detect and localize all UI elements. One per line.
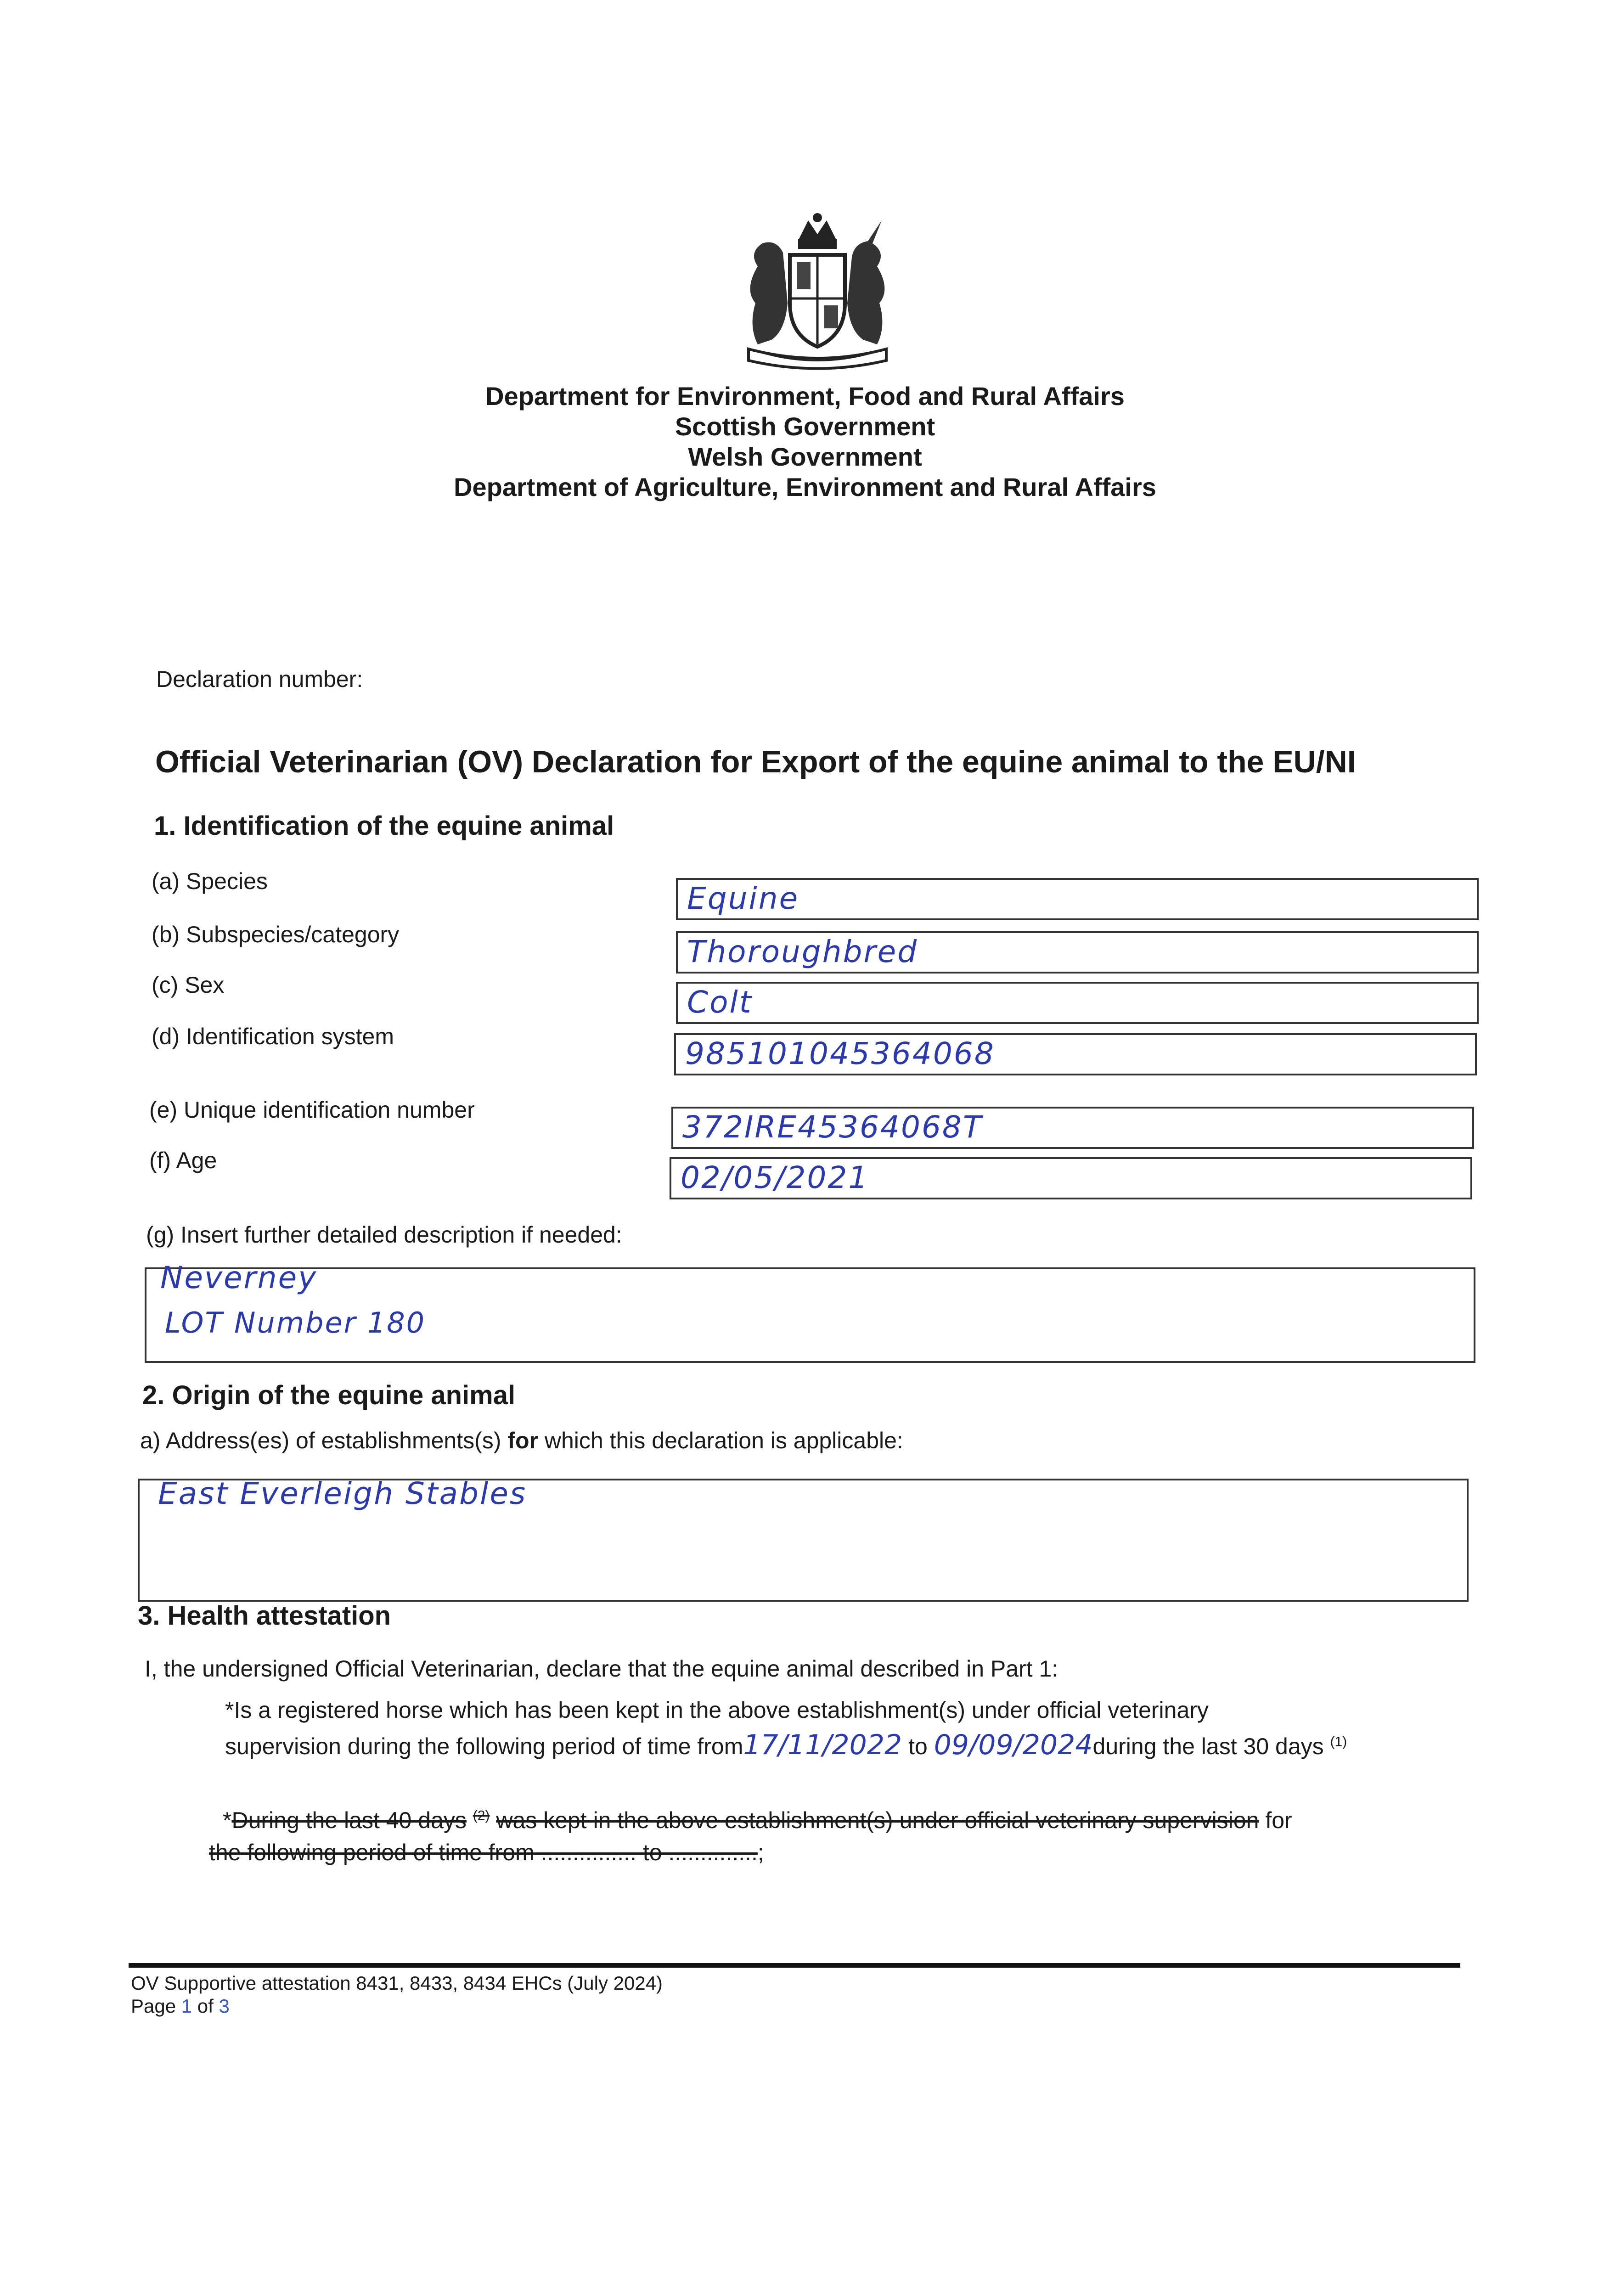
unique-id-label: (e) Unique identification number xyxy=(149,1097,475,1123)
para2-struck-text-b: was kept in the above establishment(s) under official veterinary supervision xyxy=(496,1807,1259,1833)
page-title: Official Veterinarian (OV) Declaration for Export of the equine animal to the EU/NI xyxy=(155,744,1356,779)
royal-coat-of-arms-crest xyxy=(730,211,905,372)
subspecies-value: Thoroughbred xyxy=(687,934,918,969)
para2-struck-text-a: During the last 40 days xyxy=(231,1807,467,1833)
subspecies-field[interactable] xyxy=(676,931,1479,974)
species-field[interactable] xyxy=(676,878,1479,920)
age-field[interactable] xyxy=(670,1157,1472,1199)
footer-divider xyxy=(129,1963,1460,1968)
attestation-para1-line1: *Is a registered horse which has been kept in the above establishment(s) under official veterinary xyxy=(225,1697,1209,1723)
further-description-line-2: LOT Number 180 xyxy=(165,1306,426,1339)
subspecies-label: (b) Subspecies/category xyxy=(152,922,400,947)
para1-to-word: to xyxy=(908,1733,928,1759)
address-label-bold: for xyxy=(507,1428,538,1453)
footer-doc-ref: OV Supportive attestation 8431, 8433, 8434 EHCs (July 2024) xyxy=(131,1972,663,1994)
footer-page-number xyxy=(131,1995,230,2017)
header-line-1: Department for Environment, Food and Rural Affairs xyxy=(485,382,1125,411)
declaration-number-label: Declaration number: xyxy=(156,666,363,692)
header-line-4: Department of Agriculture, Environment and Rural Affairs xyxy=(454,473,1156,501)
header-line-3: Welsh Government xyxy=(688,442,922,471)
sex-label: (c) Sex xyxy=(152,972,225,998)
address-label xyxy=(140,1427,903,1454)
footer-page-of: of xyxy=(197,1995,214,2017)
footnote-1-marker: (1) xyxy=(1330,1734,1347,1750)
footer-page-current: 1 xyxy=(181,1995,192,2017)
identification-system-value: 985101045364068 xyxy=(685,1036,995,1071)
section-3-heading: 3. Health attestation xyxy=(138,1601,391,1631)
para2-end: ; xyxy=(757,1840,764,1865)
footer-page-total: 3 xyxy=(219,1995,230,2017)
para1-line2-pre: supervision during the following period of time from xyxy=(225,1733,743,1759)
date-from-value: 17/11/2022 xyxy=(743,1729,902,1761)
age-label: (f) Age xyxy=(149,1148,217,1173)
attestation-para2-line2 xyxy=(209,1839,764,1866)
footnote-2-marker: (2) xyxy=(473,1808,490,1823)
identification-system-label: (d) Identification system xyxy=(152,1024,394,1049)
attestation-para2-line1 xyxy=(223,1807,1292,1834)
further-description-field[interactable] xyxy=(145,1260,1475,1363)
health-intro: I, the undersigned Official Veterinarian, declare that the equine animal described in Part 1: xyxy=(145,1656,1058,1682)
species-label: (a) Species xyxy=(152,868,268,894)
address-field[interactable] xyxy=(138,1476,1469,1602)
para2-struck-text-2: the following period of time from ............... to .............. xyxy=(209,1840,758,1865)
further-description-label: (g) Insert further detailed description if needed: xyxy=(146,1222,622,1248)
address-value: East Everleigh Stables xyxy=(158,1476,527,1511)
attestation-para1-line2 xyxy=(225,1729,1347,1761)
sex-field[interactable] xyxy=(676,982,1479,1024)
sex-value: Colt xyxy=(687,985,753,1020)
unique-id-value: 372IRE45364068T xyxy=(682,1109,983,1145)
para2-for: for xyxy=(1265,1807,1292,1833)
unique-id-field[interactable] xyxy=(671,1107,1474,1149)
footer-page-word: Page xyxy=(131,1995,176,2017)
header-line-2: Scottish Government xyxy=(675,412,935,441)
further-description-line-1: Neverney xyxy=(160,1260,318,1295)
identification-system-field[interactable] xyxy=(674,1033,1477,1075)
age-value: 02/05/2021 xyxy=(681,1160,869,1195)
address-label-pre: a) Address(es) of establishments(s) xyxy=(140,1428,508,1453)
section-1-heading: 1. Identification of the equine animal xyxy=(154,811,614,841)
address-label-post: which this declaration is applicable: xyxy=(538,1428,903,1453)
section-2-heading: 2. Origin of the equine animal xyxy=(142,1380,516,1410)
para2-star: * xyxy=(223,1807,232,1833)
species-value: Equine xyxy=(687,881,799,916)
para1-line2-post: during the last 30 days xyxy=(1092,1733,1324,1759)
date-to-value: 09/09/2024 xyxy=(934,1729,1093,1761)
